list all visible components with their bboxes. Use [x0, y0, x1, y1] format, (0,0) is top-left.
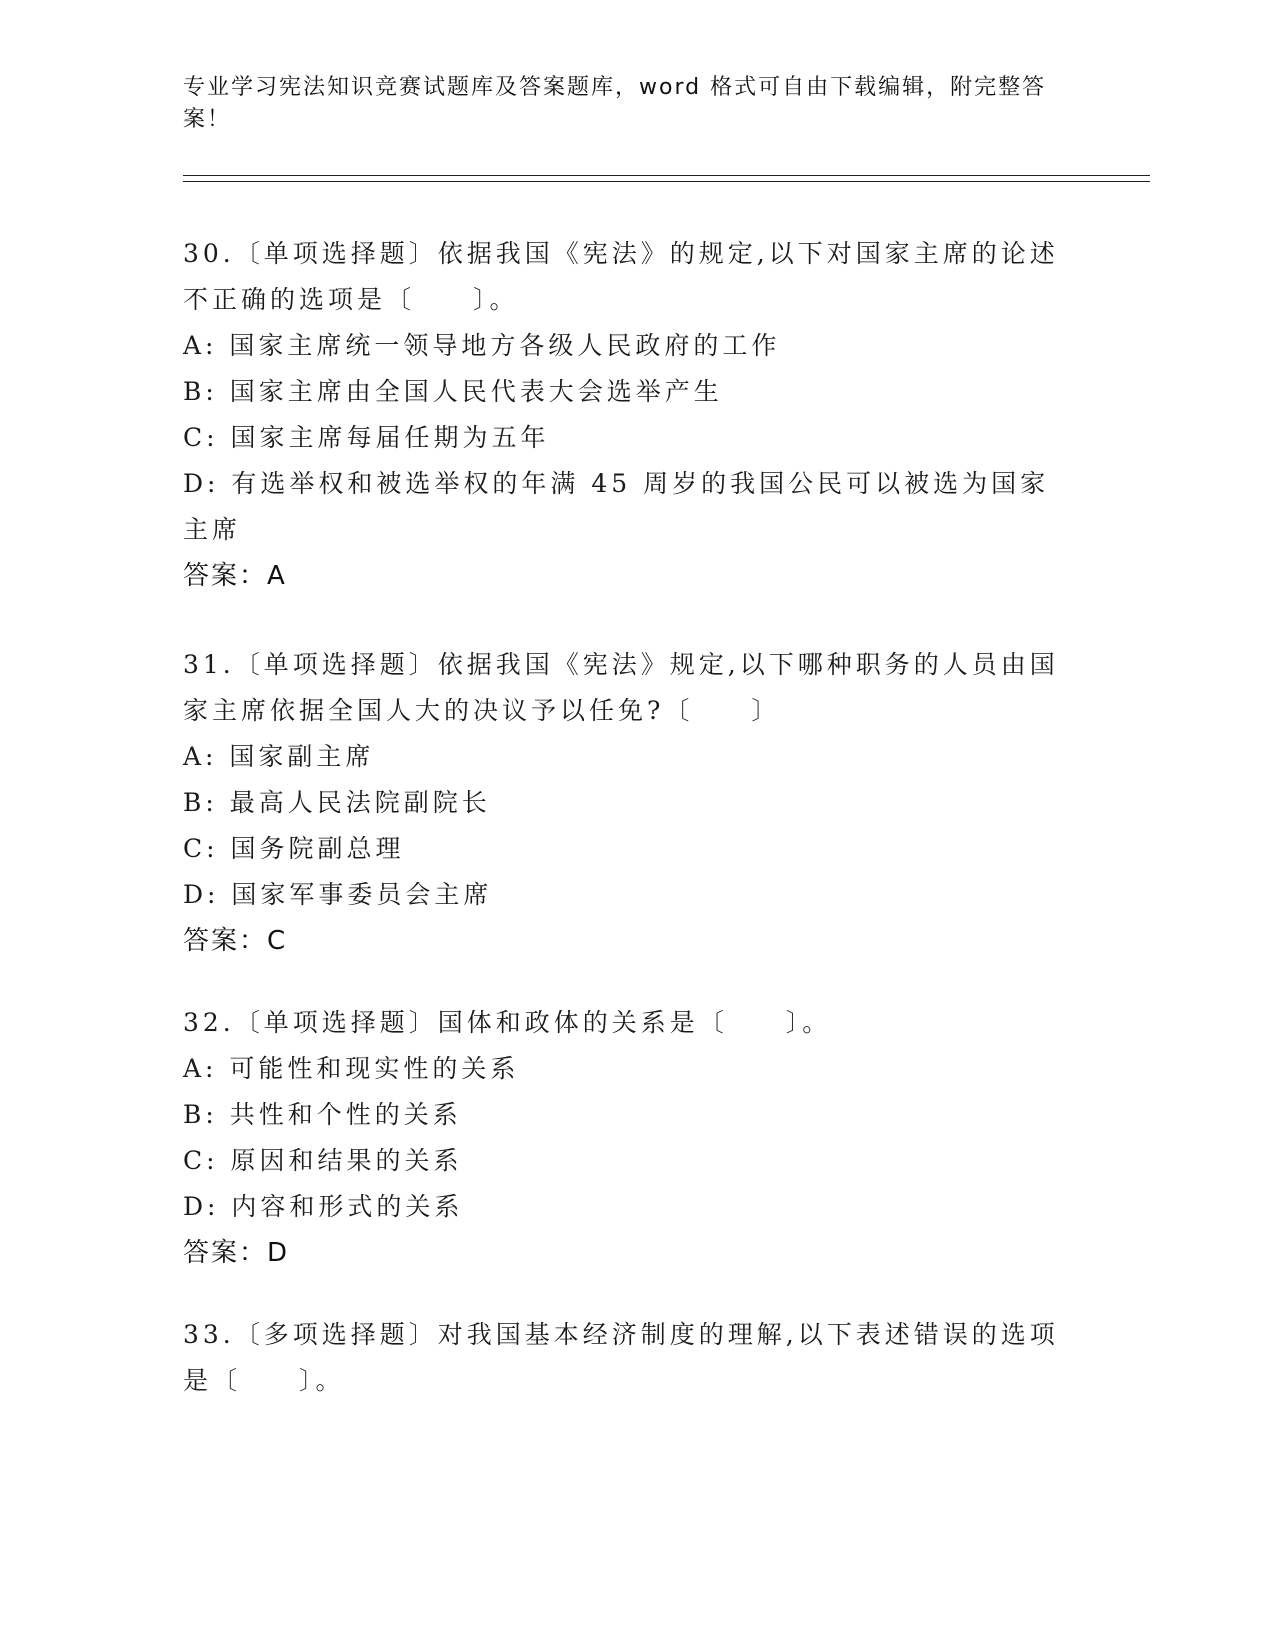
option-c: C: 国务院副总理	[183, 834, 405, 863]
option-a: A: 国家主席统一领导地方各级人民政府的工作	[183, 331, 781, 360]
option-a: A: 可能性和现实性的关系	[183, 1054, 520, 1083]
option-d: D: 有选举权和被选举权的年满 45 周岁的我国公民可以被选为国家主席	[183, 469, 1050, 544]
header-divider-top	[183, 175, 1150, 176]
question-33	[183, 1312, 1063, 1404]
question-stem: 31.〔单项选择题〕依据我国《宪法》规定,以下哪种职务的人员由国家主席依据全国人大的决议予以任免?〔 〕	[183, 650, 1059, 725]
option-a: A: 国家副主席	[183, 742, 375, 771]
answer: 答案：A	[183, 561, 287, 591]
option-d: D: 内容和形式的关系	[183, 1192, 464, 1221]
header-note: 专业学习宪法知识竞赛试题库及答案题库，word 格式可自由下载编辑，附完整答案！	[183, 75, 1047, 132]
question-stem: 33.〔多项选择题〕对我国基本经济制度的理解,以下表述错误的选项是〔 〕。	[183, 1320, 1059, 1395]
option-d: D: 国家军事委员会主席	[183, 880, 493, 909]
option-b: B: 最高人民法院副院长	[183, 788, 491, 817]
question-32	[183, 1000, 1063, 1276]
question-31	[183, 642, 1063, 964]
header-divider-bottom	[183, 181, 1150, 182]
option-c: C: 原因和结果的关系	[183, 1146, 463, 1175]
option-c: C: 国家主席每届任期为五年	[183, 423, 550, 452]
question-stem: 32.〔单项选择题〕国体和政体的关系是〔 〕。	[183, 1008, 832, 1037]
option-b: B: 共性和个性的关系	[183, 1100, 462, 1129]
question-30	[183, 231, 1063, 599]
answer: 答案：D	[183, 1238, 290, 1268]
option-b: B: 国家主席由全国人民代表大会选举产生	[183, 377, 723, 406]
question-stem: 30.〔单项选择题〕依据我国《宪法》的规定,以下对国家主席的论述不正确的选项是〔 〕。	[183, 239, 1059, 314]
answer: 答案：C	[183, 926, 288, 956]
